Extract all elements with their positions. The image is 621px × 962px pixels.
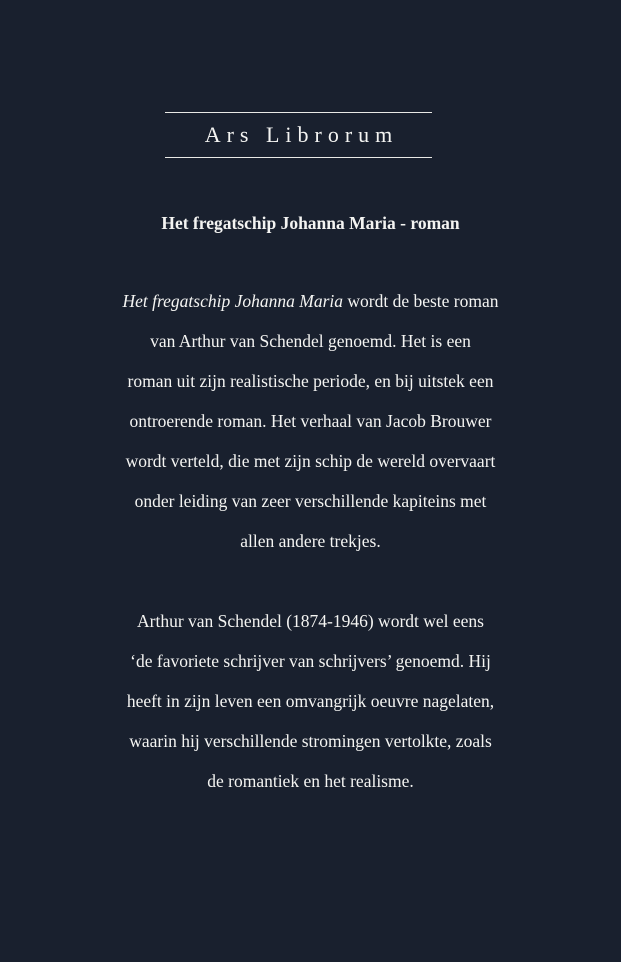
paragraph-line: waarin hij verschillende stromingen vertolkte, zoals	[129, 731, 492, 751]
paragraph-line: onder leiding van zeer verschillende kapiteins met	[134, 491, 487, 511]
paragraph-line	[80, 281, 541, 321]
paragraph-line: wordt verteld, die met zijn schip de wereld overvaart	[125, 451, 496, 471]
paragraph-line: allen andere trekjes.	[240, 531, 381, 551]
publisher-logo	[165, 112, 432, 158]
paragraph-line: de romantiek en het realisme.	[207, 771, 414, 791]
paragraph-line: ‘de favoriete schrijver van schrijvers’ genoemd. Hij	[130, 651, 491, 671]
description-paragraph-1	[80, 281, 541, 561]
paragraph-line: van Arthur van Schendel genoemd. Het is een	[150, 331, 471, 351]
book-title: Het fregatschip Johanna Maria - roman	[161, 213, 460, 233]
paragraph-line: Arthur van Schendel (1874-1946) wordt wel eens	[137, 611, 484, 631]
italic-book-title: Het fregatschip Johanna Maria	[122, 291, 343, 311]
paragraph-line: heeft in zijn leven een omvangrijk oeuvre nagelaten,	[126, 691, 495, 711]
paragraph-line: ontroerende roman. Het verhaal van Jacob Brouwer	[129, 411, 492, 431]
paragraph-line: roman uit zijn realistische periode, en bij uitstek een	[127, 371, 494, 391]
line-text: wordt de beste roman	[343, 291, 499, 311]
description-paragraph-2	[80, 601, 541, 801]
publisher-name: Ars Librorum	[204, 122, 399, 147]
